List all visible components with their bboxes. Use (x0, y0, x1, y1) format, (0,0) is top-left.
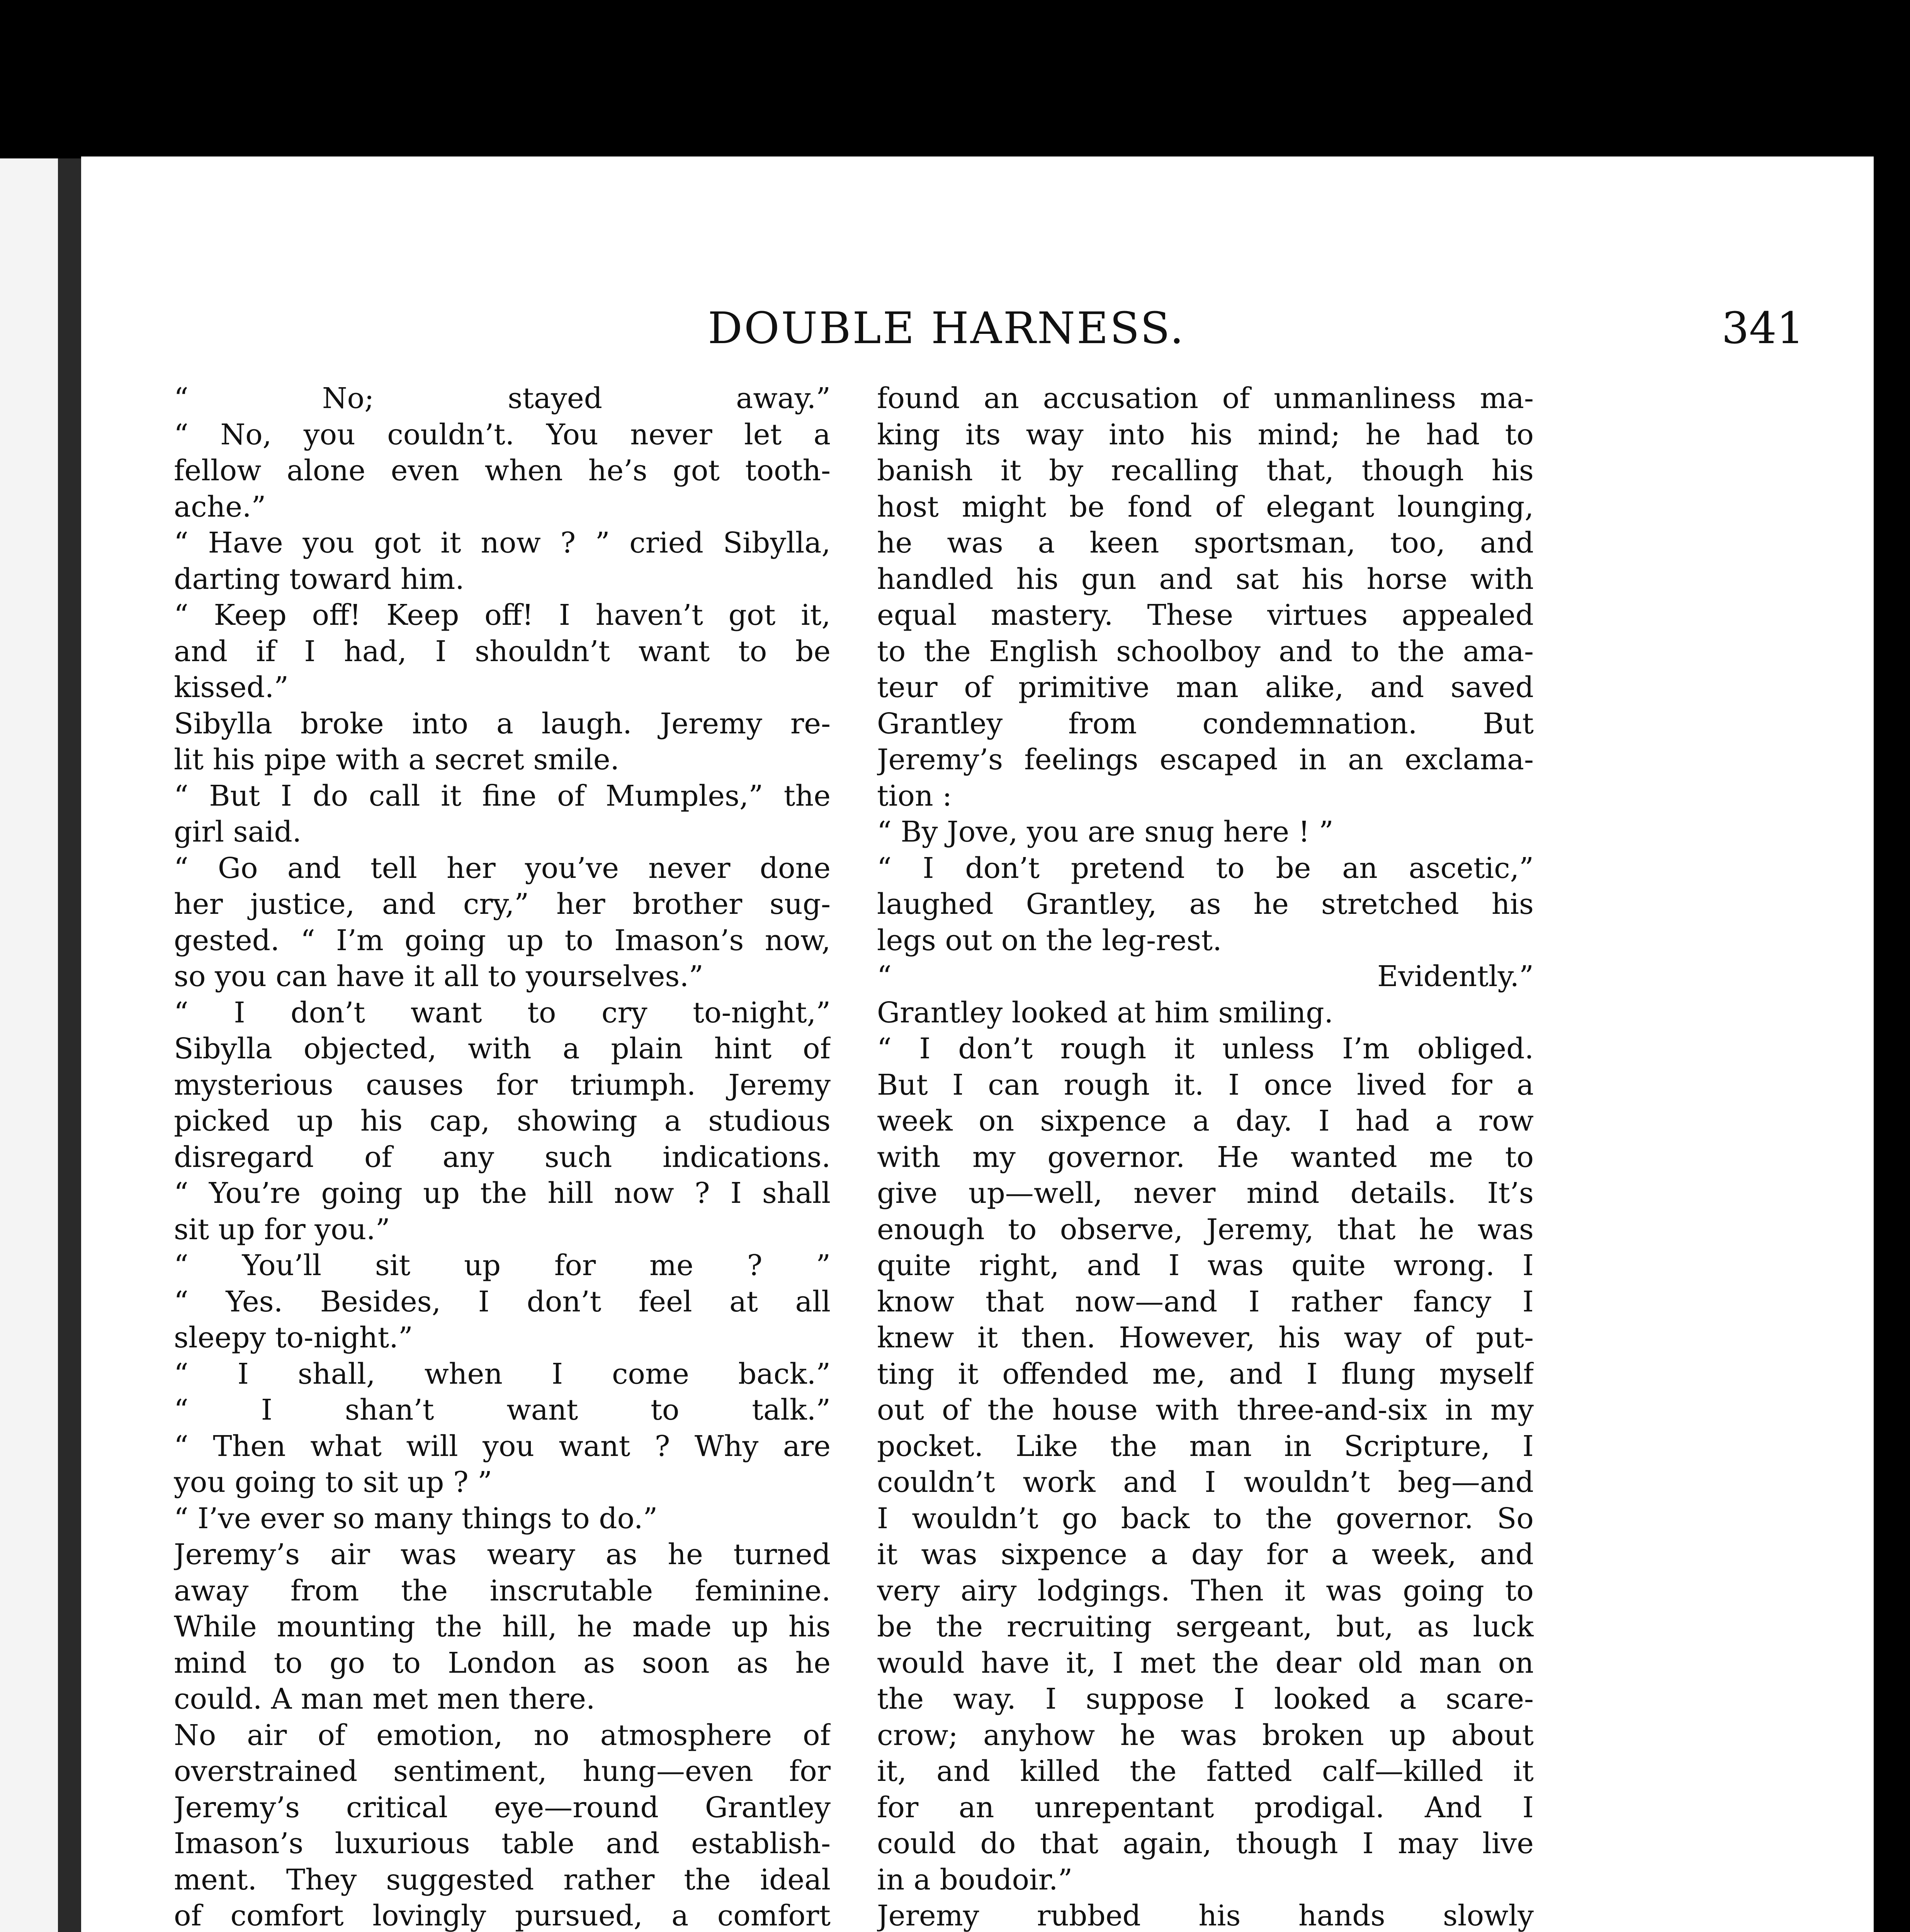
text-line: handled his gun and sat his horse with (877, 562, 1534, 596)
text-line: lit his pipe with a secret smile. (174, 743, 620, 776)
text-line: crow; anyhow he was broken up about (877, 1718, 1534, 1752)
text-line: But I can rough it. I once lived for a (877, 1068, 1534, 1102)
text-line: for an unrepentant prodigal. And I (877, 1791, 1534, 1824)
text-line: “ I don’t rough it unless I’m obliged. (877, 1032, 1534, 1065)
text-line: darting toward him. (174, 562, 464, 596)
text-line: in a boudoir.” (877, 1863, 1073, 1896)
text-line: give up—well, never mind details. It’s (877, 1177, 1534, 1210)
text-line: gested. “ I’m going up to Imason’s now, (174, 923, 831, 957)
text-line: could do that again, though I may live (877, 1827, 1534, 1860)
text-line: so you can have it all to yourselves.” (174, 960, 704, 993)
text-line: Imason’s luxurious table and establish- (174, 1827, 831, 1860)
text-line: it, and killed the fatted calf—killed it (877, 1755, 1534, 1788)
text-line: quite right, and I was quite wrong. I (877, 1249, 1534, 1282)
text-line: Jeremy’s feelings escaped in an exclama- (877, 743, 1534, 776)
text-line: “ I don’t pretend to be an ascetic,” (877, 851, 1534, 885)
text-line: Grantley from condemnation. But (877, 707, 1534, 740)
text-line: sit up for you.” (174, 1213, 390, 1246)
text-line: ache.” (174, 490, 266, 524)
text-line: be the recruiting sergeant, but, as luck (877, 1610, 1534, 1643)
text-line: kissed.” (174, 671, 289, 704)
text-line: pocket. Like the man in Scripture, I (877, 1429, 1534, 1463)
text-line: fellow alone even when he’s got tooth- (174, 454, 831, 487)
text-line: “ No, you couldn’t. You never let a (174, 418, 831, 451)
text-line: the way. I suppose I looked a scare- (877, 1682, 1534, 1716)
text-line: knew it then. However, his way of put- (877, 1321, 1534, 1354)
text-line: “ I shan’t want to talk.” (174, 1393, 831, 1427)
text-line: “ You’ll sit up for me ? ” (174, 1249, 831, 1282)
text-line: “ Keep off! Keep off! I haven’t got it, (174, 599, 831, 632)
text-line: “ You’re going up the hill now ? I shall (174, 1177, 831, 1210)
text-line: banish it by recalling that, though his (877, 454, 1534, 487)
text-line: laughed Grantley, as he stretched his (877, 888, 1534, 921)
text-line: I wouldn’t go back to the governor. So (877, 1502, 1534, 1535)
text-line: could. A man met men there. (174, 1682, 595, 1716)
text-line: he was a keen sportsman, too, and (877, 526, 1534, 560)
gutter-shadow (58, 158, 81, 1932)
text-line: of comfort lovingly pursued, a comfort (174, 1899, 831, 1932)
text-line: would have it, I met the dear old man on (877, 1646, 1534, 1680)
text-line: host might be fond of elegant lounging, (877, 490, 1534, 524)
text-line: tion : (877, 779, 952, 813)
text-line: While mounting the hill, he made up his (174, 1610, 831, 1643)
text-line: Sibylla broke into a laugh. Jeremy re- (174, 707, 831, 740)
text-line: No air of emotion, no atmosphere of (174, 1718, 831, 1752)
text-line: sleepy to-night.” (174, 1321, 413, 1354)
text-line: Jeremy’s air was weary as he turned (174, 1538, 831, 1571)
text-line: “ Evidently.” (877, 960, 1534, 993)
text-line: picked up his cap, showing a studious (174, 1104, 831, 1138)
text-line: to the English schoolboy and to the ama- (877, 634, 1534, 668)
text-line: king its way into his mind; he had to (877, 418, 1534, 451)
page-number: 341 (1721, 303, 1804, 354)
text-line: and if I had, I shouldn’t want to be (174, 634, 831, 668)
text-line: couldn’t work and I wouldn’t beg—and (877, 1466, 1534, 1499)
text-line: equal mastery. These virtues appealed (877, 599, 1534, 632)
text-line: out of the house with three-and-six in my (877, 1393, 1534, 1427)
text-line: her justice, and cry,” her brother sug- (174, 888, 831, 921)
text-line: “ Go and tell her you’ve never done (174, 851, 831, 885)
text-line: you going to sit up ? ” (174, 1466, 492, 1499)
text-line: enough to observe, Jeremy, that he was (877, 1213, 1534, 1246)
text-line: teur of primitive man alike, and saved (877, 671, 1534, 704)
text-line: ment. They suggested rather the ideal (174, 1863, 831, 1896)
text-line: Jeremy rubbed his hands slowly (877, 1899, 1534, 1932)
text-line: Grantley looked at him smiling. (877, 996, 1334, 1029)
book-page (81, 156, 1874, 1932)
running-title: DOUBLE HARNESS. (708, 303, 1185, 354)
text-line: overstrained sentiment, hung—even for (174, 1755, 831, 1788)
text-line: “ But I do call it fine of Mumples,” the (174, 779, 831, 813)
text-line: ting it offended me, and I flung myself (877, 1357, 1534, 1391)
text-line: “ I’ve ever so many things to do.” (174, 1502, 658, 1535)
text-line: disregard of any such indications. (174, 1140, 831, 1174)
text-line: Sibylla objected, with a plain hint of (174, 1032, 831, 1065)
text-line: very airy lodgings. Then it was going to (877, 1574, 1534, 1607)
text-line: mind to go to London as soon as he (174, 1646, 831, 1680)
text-line: with my governor. He wanted me to (877, 1140, 1534, 1174)
facing-page-edge (0, 158, 58, 1932)
text-line: found an accusation of unmanliness ma- (877, 382, 1534, 415)
text-line: mysterious causes for triumph. Jeremy (174, 1068, 831, 1102)
text-line: Jeremy’s critical eye—round Grantley (174, 1791, 831, 1824)
page-margin (1831, 156, 1874, 1932)
text-line: away from the inscrutable feminine. (174, 1574, 831, 1607)
text-column-right (877, 381, 1534, 1932)
text-line: “ Have you got it now ? ” cried Sibylla, (174, 526, 831, 560)
running-head (81, 296, 1874, 369)
text-line: legs out on the leg-rest. (877, 923, 1222, 957)
text-column-left (174, 381, 831, 1932)
text-line: “ Then what will you want ? Why are (174, 1429, 831, 1463)
text-line: it was sixpence a day for a week, and (877, 1538, 1534, 1571)
text-line: “ No; stayed away.” (174, 382, 831, 415)
text-line: “ Yes. Besides, I don’t feel at all (174, 1285, 831, 1318)
text-line: girl said. (174, 815, 302, 849)
text-line: “ I shall, when I come back.” (174, 1357, 831, 1391)
text-line: week on sixpence a day. I had a row (877, 1104, 1534, 1138)
text-line: know that now—and I rather fancy I (877, 1285, 1534, 1318)
text-line: “ I don’t want to cry to-night,” (174, 996, 831, 1029)
text-line: “ By Jove, you are snug here ! ” (877, 815, 1334, 849)
